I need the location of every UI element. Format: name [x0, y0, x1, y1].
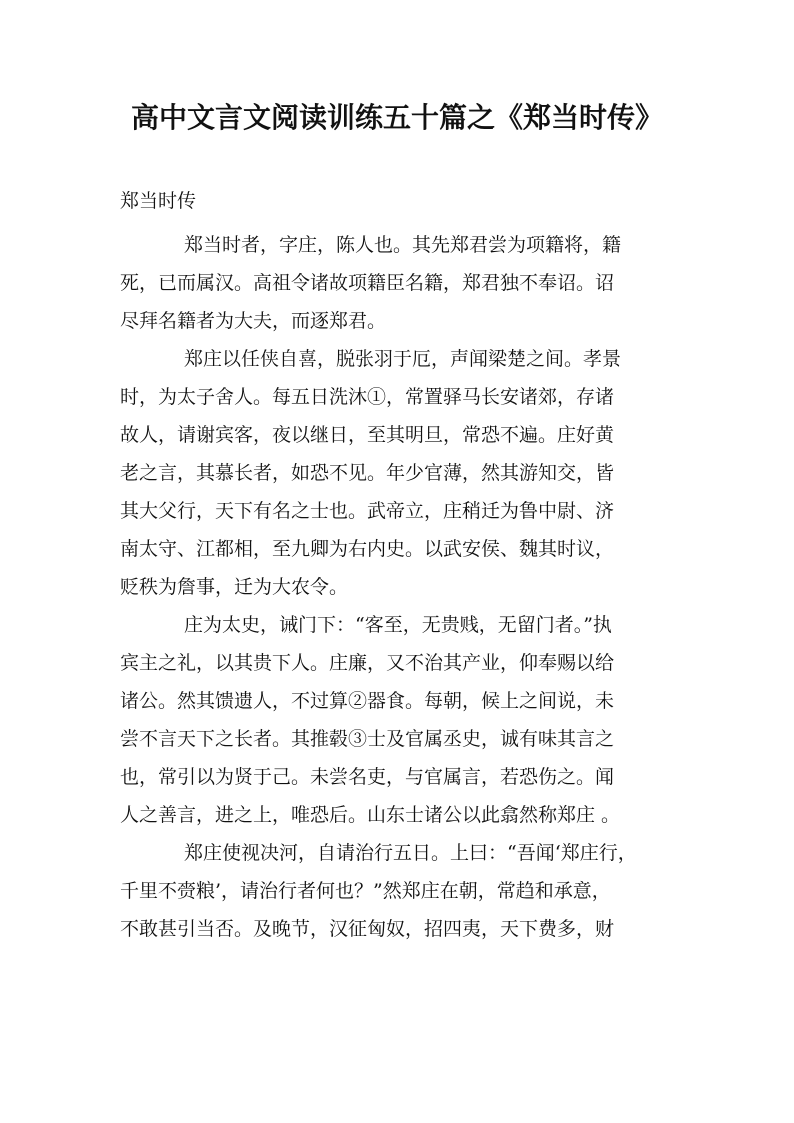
- paragraph-4-line-3: 不敢甚引当否。及晚节，汉征匈奴，招四夷，天下费多，财: [120, 918, 615, 940]
- paragraph-3-line-3: 诸公。然其馈遗人，不过算②器食。每朝，候上之间说，未: [120, 690, 615, 712]
- paragraph-2-line-1: 郑庄以任侠自喜，脱张羽于厄，声闻梁楚之间。孝景: [184, 348, 622, 370]
- paragraph-1-line-3: 尽拜名籍者为大夫，而逐郑君。: [120, 310, 387, 332]
- paragraph-1-line-1: 郑当时者，字庄，陈人也。其先郑君尝为项籍将，籍: [184, 234, 622, 256]
- document-subtitle: 郑当时传: [120, 190, 197, 212]
- paragraph-2-line-3: 故人，请谢宾客，夜以继日，至其明旦，常恐不遍。庄好黄: [120, 424, 615, 446]
- paragraph-3-line-6: 人之善言，进之上，唯恐后。山东士诸公以此翕然称郑庄 。: [120, 804, 621, 826]
- paragraph-2-line-6: 南太守、江都相，至九卿为右内史。以武安侯、魏其时议，: [120, 538, 615, 560]
- paragraph-3-line-4: 尝不言天下之长者。其推毂③士及官属丞史，诚有味其言之: [120, 728, 615, 750]
- paragraph-4-line-1: 郑庄使视决河，自请治行五日。上曰：“吾闻‘郑庄行，: [184, 842, 637, 864]
- paragraph-3-line-1: 庄为太史，诫门下：“客至，无贵贱，无留门者。”执: [184, 614, 612, 636]
- paragraph-1-line-2: 死，已而属汉。高祖令诸故项籍臣名籍，郑君独不奉诏。诏: [120, 272, 615, 294]
- paragraph-3-line-5: 也，常引以为贤于己。未尝名吏，与官属言，若恐伤之。闻: [120, 766, 615, 788]
- document-title: 高中文言文阅读训练五十篇之《郑当时传》: [130, 101, 663, 134]
- paragraph-2-line-2: 时，为太子舍人。每五日洗沐①，常置驿马长安诸郊，存诸: [120, 386, 615, 408]
- paragraph-2-line-5: 其大父行，天下有名之士也。武帝立，庄稍迁为鲁中尉、济: [120, 500, 615, 522]
- paragraph-3-line-2: 宾主之礼，以其贵下人。庄廉，又不治其产业，仰奉赐以给: [120, 652, 615, 674]
- paragraph-4-line-2: 千里不赍粮’，请治行者何也？”然郑庄在朝，常趋和承意，: [120, 880, 611, 902]
- document-body: [120, 226, 676, 948]
- paragraph-2-line-7: 贬秩为詹事，迁为大农令。: [120, 576, 349, 598]
- paragraph-2-line-4: 老之言，其慕长者，如恐不见。年少官薄，然其游知交，皆: [120, 462, 615, 484]
